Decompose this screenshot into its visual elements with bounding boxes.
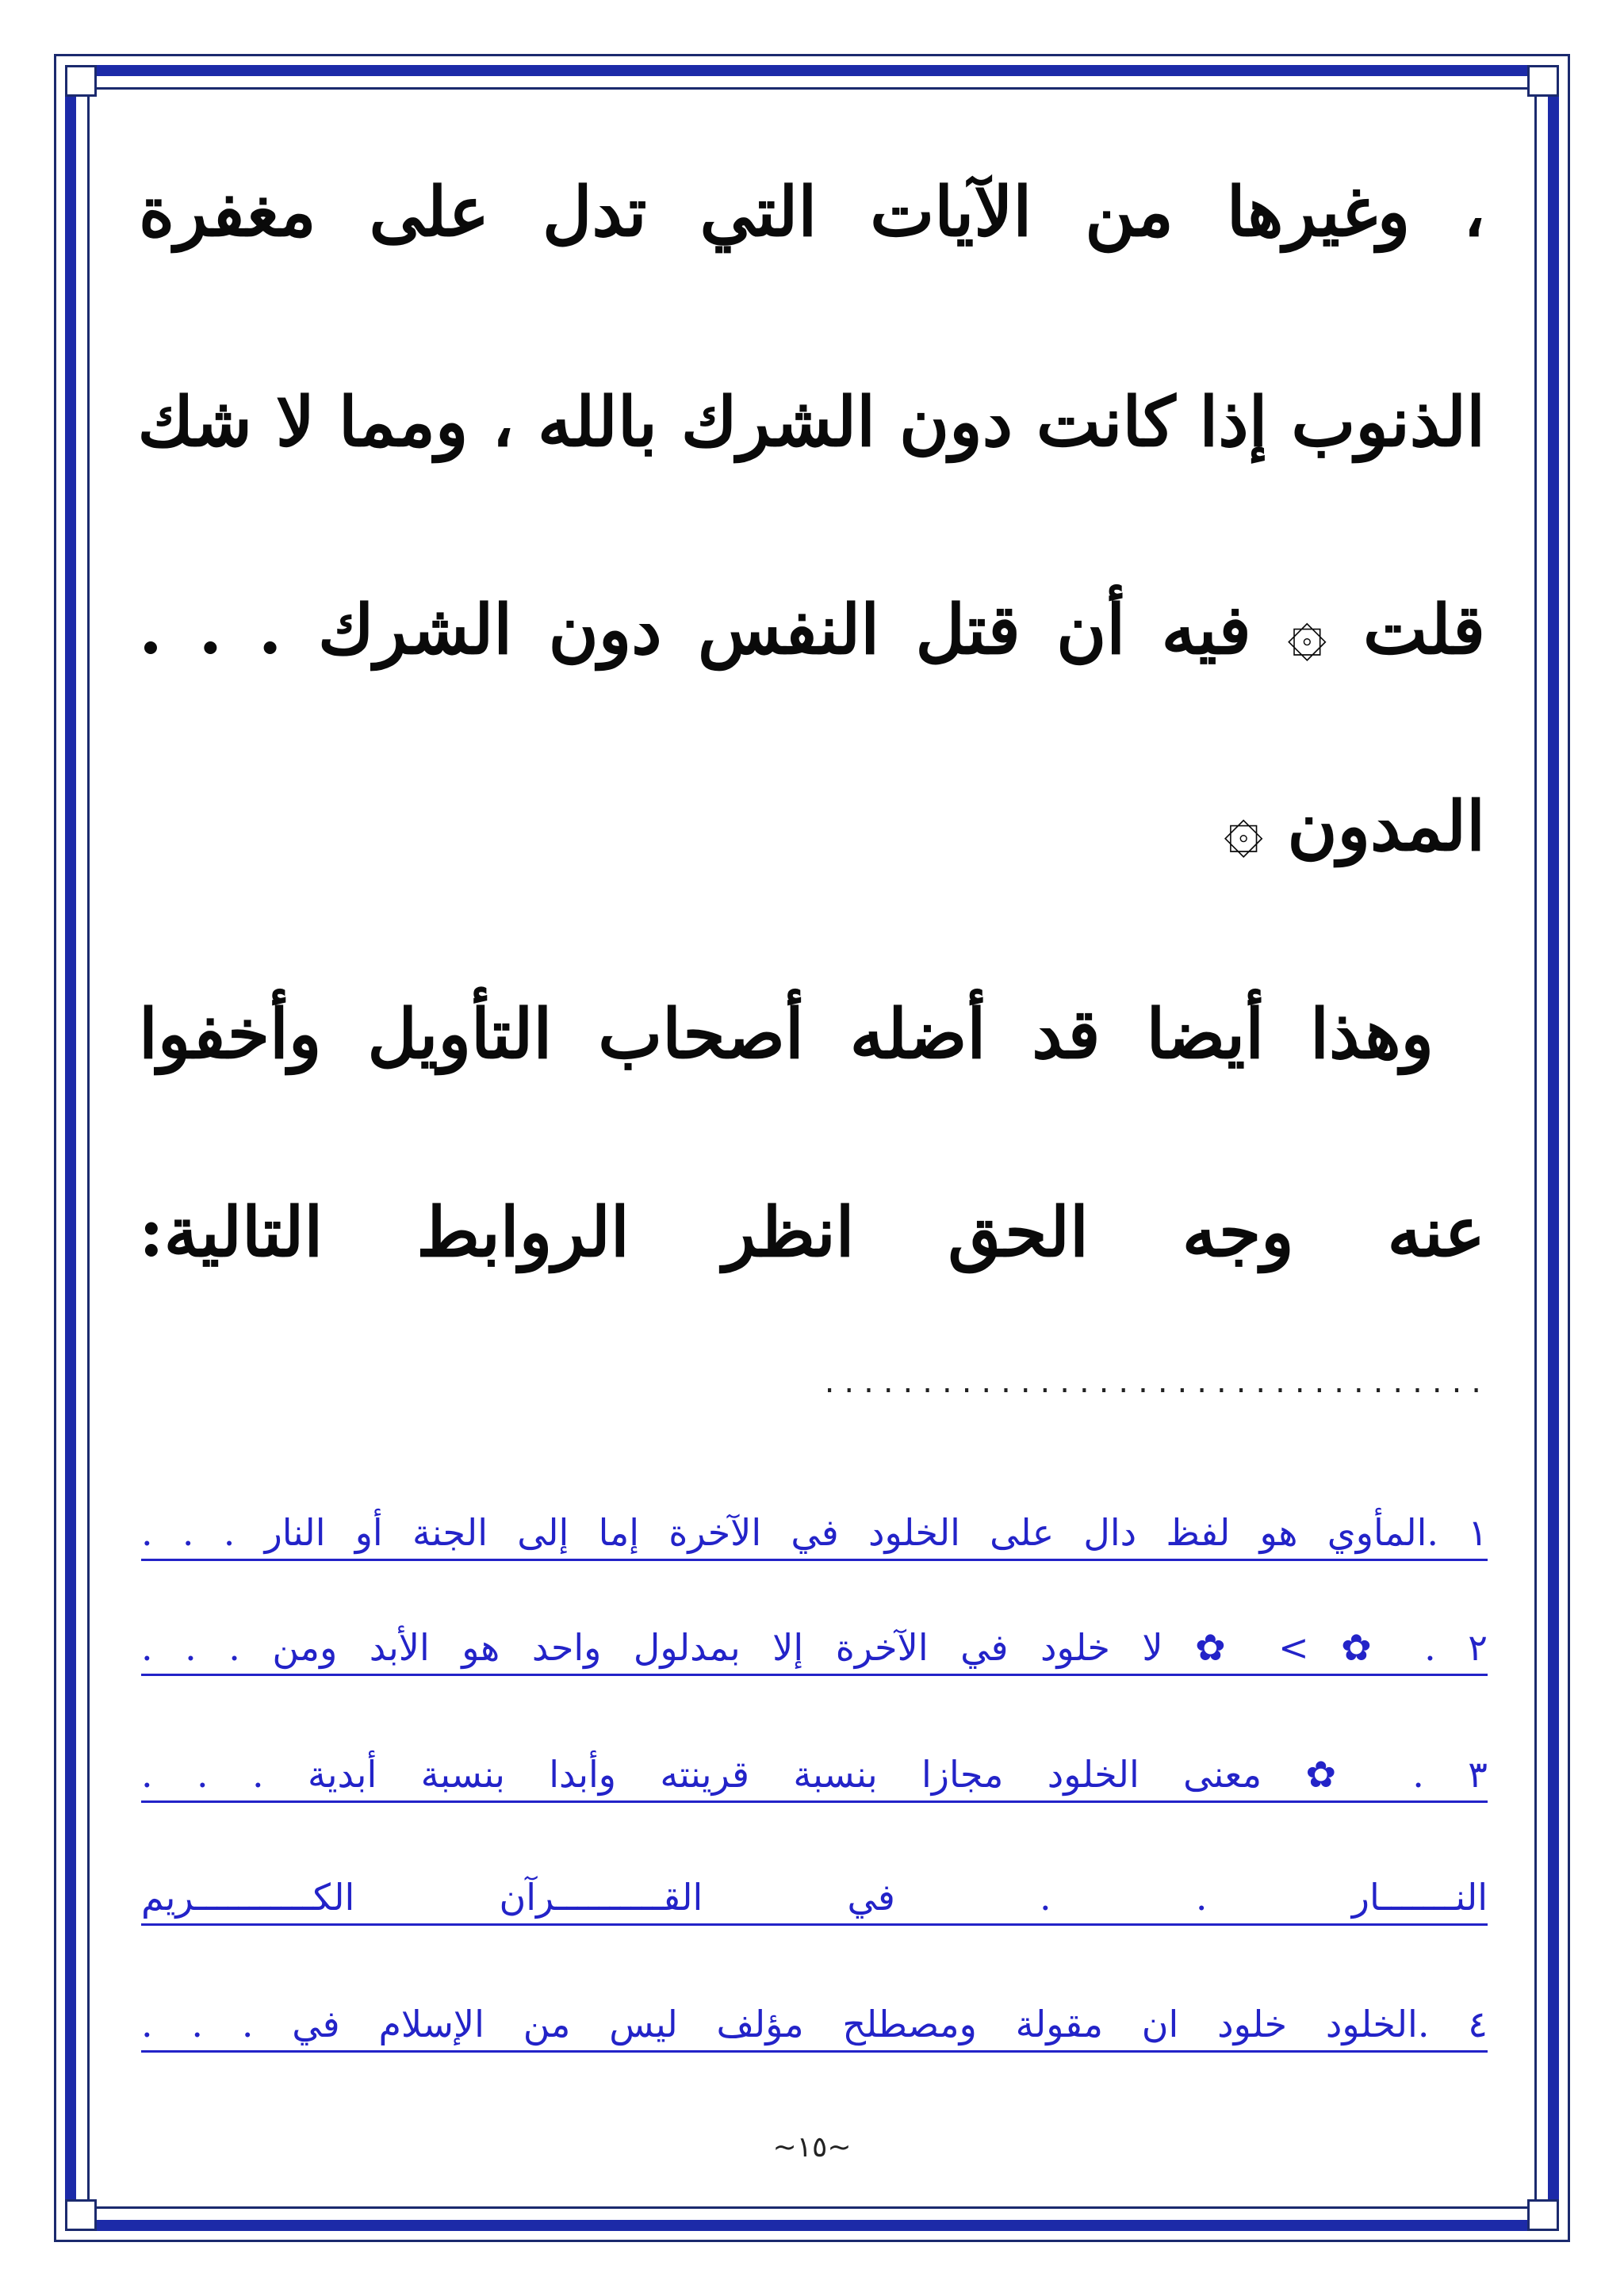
body-line-6: عنه وجه الحق انظر الروابط التالية: (139, 1192, 1485, 1272)
body-line-3-end: قلت (1362, 590, 1485, 670)
footnote-3-continued[interactable]: النـــــــار . . في القــــــــــرآن الكـــــــــــريم (141, 1879, 1488, 1926)
body-line-4 (139, 786, 1485, 867)
footnote-4[interactable]: ٤ .الخلود خلود ان مقولة ومصطلح مؤلف ليس من الإسلام في . . . (141, 2006, 1488, 2053)
author-label: المدون (1287, 786, 1485, 867)
page-number: ~١٥~ (772, 2131, 852, 2164)
footnote-1[interactable]: ١ .المأوي هو لفظ دال على الخلود في الآخرة إما إلى الجنة أو النار . . . (141, 1514, 1488, 1561)
frame-corner-ornament (65, 2199, 97, 2231)
body-line-3 (139, 590, 1485, 670)
frame-corner-ornament (65, 65, 97, 97)
footnote-3[interactable]: ٣ . ✿ معنى الخلود مجازا بنسبة قرينته وأبدا بنسبة أبدية . . . (141, 1756, 1488, 1803)
frame-corner-ornament (1527, 2199, 1559, 2231)
body-line-5: وهذا أيضا قد أضله أصحاب التأويل وأخفوا (139, 994, 1434, 1074)
footnote-2[interactable]: ٢ . ✿ > ✿ لا خلود في الآخرة إلا بمدلول واحد هو الأبد ومن . . . (141, 1629, 1488, 1676)
frame-corner-ornament (1527, 65, 1559, 97)
quote-open-icon: ۞ (1287, 591, 1327, 670)
body-line-2: الذنوب إذا كانت دون الشرك بالله ، ومما لا شك (137, 382, 1485, 462)
footnote-separator: .................................. (824, 1364, 1491, 1400)
quote-close-icon: ۞ (1224, 787, 1264, 867)
body-line-1: ، وغيرها من الآيات التي تدل على مغفرة (139, 172, 1485, 252)
body-line-3-start: فيه أن قتل النفس دون الشرك . . . (139, 590, 1251, 670)
